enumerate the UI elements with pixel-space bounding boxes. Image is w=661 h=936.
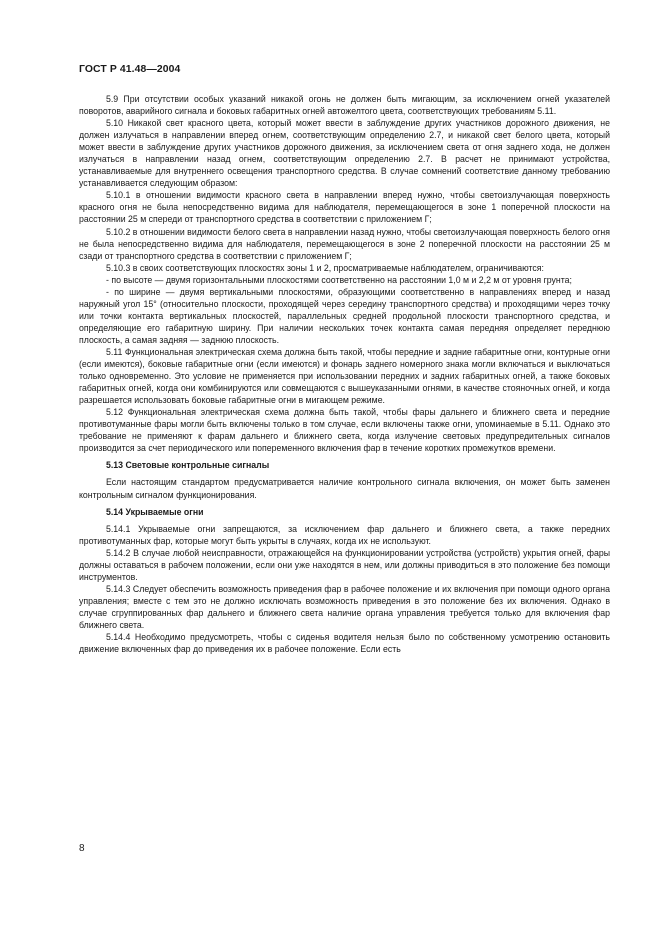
paragraph-5-10: 5.10 Никакой свет красного цвета, который может ввести в заблуждение других участников дорожного движения, не должен излучаться в направлении вперед огнем, соответствующим определению 2.7, и никакой свет белого цвета, который может ввести в заблуждение других участников дорожного движения, за исключением света от огня заднего хода, не должен излучаться в направлении назад огнем, соответствующим определению 2.7. В расчет не принимают устройства, устанавливаемые для внутреннего освещения транспортного средства. В случае сомнений соответствие данному требованию устанавливается следующим образом:: [79, 118, 610, 189]
page-body: [79, 93, 610, 655]
page-number: 8: [79, 843, 85, 854]
paragraph-5-9: 5.9 При отсутствии особых указаний никакой огонь не должен быть мигающим, за исключением огней указателей поворотов, аварийного сигнала и боковых габаритных огней автожелтого цвета, соответствующих требованиям 5.11.: [79, 94, 610, 117]
paragraph-5-10-3: 5.10.3 в своих соответствующих плоскостях зоны 1 и 2, просматриваемые наблюдателем, ограничиваются:: [106, 262, 544, 273]
paragraph-5-14-4: 5.14.4 Необходимо предусмотреть, чтобы с сиденья водителя нельзя было по собственному усмотрению остановить движение включенных фар до приведения их в рабочее положение. Если есть: [79, 632, 610, 655]
paragraph-5-13: Если настоящим стандартом предусматривается наличие контрольного сигнала включения, он может быть заменен контрольным сигналом функционирования.: [79, 477, 610, 500]
list-item-width: - по ширине — двумя вертикальными плоскостями, образующими соответственно в направлениях вперед и назад наружный угол 15° (относительно плоскости, проходящей через середину транспортного средства) и проходящими через точку или точки контакта вертикальных плоскостей, параллельных средней продольной плоскости транспортного средства, и определяющие его габаритную ширину. При наличии нескольких точек контакта самая передняя определяет переднюю плоскость, а самая задняя — заднюю плоскость.: [79, 286, 610, 345]
section-heading-5-13: 5.13 Световые контрольные сигналы: [106, 460, 270, 471]
paragraph-5-11: 5.11 Функциональная электрическая схема должна быть такой, чтобы передние и задние габаритные огни, контурные огни (если имеются), боковые габаритные огни (если имеются) и фонарь заднего номерного знака могли включаться и выключаться только одновременно. Это условие не применяется при использовании передних и задних габаритных огней, а также боковых габаритных огней, когда они комбинируются или совмещаются с вышеуказанными огнями, в качестве стояночных огней, и когда разрешается использовать боковые габаритные огни в мигающем режиме.: [79, 346, 610, 406]
list-item-height: - по высоте — двумя горизонтальными плоскостями соответственно на расстоянии 1,0 м и 2,2 м от уровня грунта;: [106, 274, 572, 285]
paragraph-5-10-2: 5.10.2 в отношении видимости белого света в направлении назад нужно, чтобы светоизлучающая поверхность белого огня не была непосредственно видима для наблюдателя, перемещающегося в зоне 2 поперечной плоскости на расстоянии 25 м сзади от транспортного средства в соответствии с приложением Г;: [79, 226, 610, 261]
paragraph-5-14-2: 5.14.2 В случае любой неисправности, отражающейся на функционировании устройства (устройств) укрытия огней, фары должны оставаться в рабочем положении, если они уже находятся в нем, или должны приводиться в это положение без помощи инструментов.: [79, 547, 610, 582]
standard-header: ГОСТ Р 41.48—2004: [79, 64, 181, 75]
section-heading-5-14: 5.14 Укрываемые огни: [106, 506, 204, 517]
paragraph-5-12: 5.12 Функциональная электрическая схема должна быть такой, чтобы фары дальнего и ближнего света и передние противотуманные фары могли быть включены только в том случае, если включены также огни, упоминаемые в 5.11. Однако это требование не применяют к фарам дальнего и ближнего света, когда излучение световых предупредительных сигналов производится за счет периодического или попеременного включения фар в течение коротких промежутков времени.: [79, 407, 610, 454]
paragraph-5-14-1: 5.14.1 Укрываемые огни запрещаются, за исключением фар дальнего и ближнего света, а также передних противотуманных фар, которые могут быть укрыты в случаях, когда их не используют.: [79, 523, 610, 546]
paragraph-5-14-3: 5.14.3 Следует обеспечить возможность приведения фар в рабочее положение и их включения при помощи одного органа управления; вместе с тем это не должно исключать возможность приведения в это положение без их включения. Однако в случае сгруппированных фар дальнего и ближнего света наличие органа управления требуется только для включения фар ближнего света.: [79, 583, 610, 630]
paragraph-5-10-1: 5.10.1 в отношении видимости красного света в направлении вперед нужно, чтобы светоизлучающая поверхность красного огня не была непосредственно видима для наблюдателя, перемещающегося в зоне 1 поперечной плоскости на расстоянии 25 м спереди от транспортного средства в соответствии с приложением Г;: [79, 190, 610, 225]
